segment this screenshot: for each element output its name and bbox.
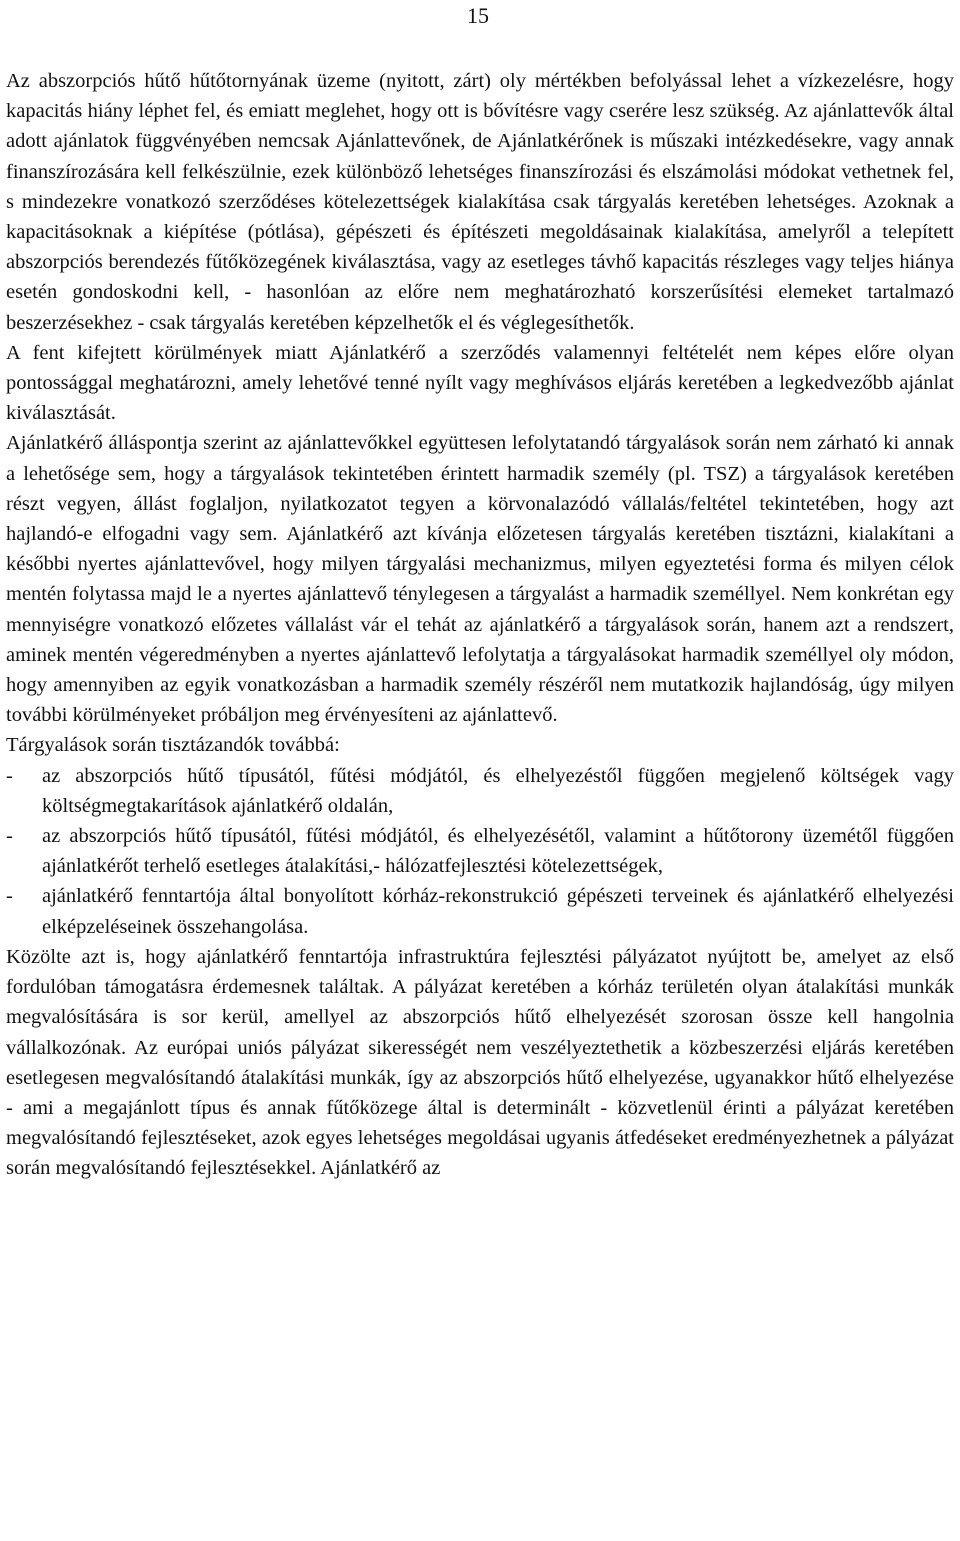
paragraph-list-intro: Tárgyalások során tisztázandók továbbá: — [6, 734, 340, 757]
page-number: 15 — [467, 3, 489, 28]
paragraph-tender-application: Közölte azt is, hogy ajánlatkérő fenntartója infrastruktúra fejlesztési pályázatot nyújtott be, amelyet az első fordulóban támogatásra érdemesnek találtak. A pályázat keretében a kórház területén olyan átalakítási munkák megvalósítására is sor kerül, amellyel az abszorpciós hűtő elhelyezését szorosan össze kell hangolnia vállalkozónak. Az európai uniós pályázat sikerességét nem veszélyeztethetik a közbeszerzési eljárás keretében esetlegesen megvalósítandó átalakítási munkák, így az abszorpciós hűtő elhelyezése, ugyanakkor hűtő elhelyezése - ami a megajánlott típus és annak fűtőközege által is determinált - közvetlenül érinti a pályázat keretében megvalósítandó fejlesztéseket, azok egyes lehetséges megoldásai ugyanis átfedéseket eredményezhetnek a pályázat során megvalósítandó fejlesztésekkel. Ajánlatkérő az — [6, 945, 954, 1180]
list-item-text: az abszorpciós hűtő típusától, fűtési módjától, és elhelyezésétől, valamint a hűtőtorony üzemétől függően ajánlatkérőt terhelő esetleges átalakítási,- hálózatfejlesztési kötelezettségek, — [42, 825, 954, 878]
list-item-text: az abszorpciós hűtő típusától, fűtési módjától, és elhelyezéstől függően megjelenő költségek vagy költségmegtakarítások ajánlatkérő oldalán, — [42, 764, 954, 817]
list-item — [6, 881, 954, 941]
paragraph-cooling-tower: Az abszorpciós hűtő hűtőtornyának üzeme (nyitott, zárt) oly mértékben befolyással lehet a vízkezelésre, hogy kapacitás hiány léphet fel, és emiatt meglehet, hogy ott is bővítésre vagy cserére lesz szükség. Az ajánlattevők által adott ajánlatok függvényében nemcsak Ajánlattevőnek, de Ajánlatkérőnek is műszaki intézkedésekre, vagy annak finanszírozására kell felkészülnie, ezek különböző lehetséges finanszírozási és elszámolási módokat vethetnek fel, s mindezekre vonatkozó szerződéses kötelezettségek kialakítása csak tárgyalás keretében lehetséges. Azoknak a kapacitásoknak a kiépítése (pótlása), gépészeti és építészeti megoldásainak kialakítása, amelyről a telepített abszorpciós berendezés fűtőközegének kiválasztása, vagy az esetleges távhő kapacitás részleges vagy teljes hiánya esetén gondoskodni kell, - hasonlóan az előre nem meghatározható korszerűsítési elemeket tartalmazó beszerzésekhez - csak tárgyalás keretében képzelhetők el és véglegesíthetők. — [6, 70, 954, 334]
paragraph-negotiation-position: Ajánlatkérő álláspontja szerint az ajánlattevőkkel együttesen lefolytatandó tárgyalások során nem zárható ki annak a lehetősége sem, hogy a tárgyalások tekintetében érintett harmadik személy (pl. TSZ) a tárgyalások keretében részt vegyen, állást foglaljon, nyilatkozatot tegyen a körvonalazódó vállalás/feltétel tekintetében, hogy azt hajlandó-e elfogadni vagy sem. Ajánlatkérő azt kívánja előzetesen tárgyalás keretében tisztázni, kialakítani a későbbi nyertes ajánlattevővel, hogy milyen tárgyalási mechanizmus, milyen egyeztetési forma és milyen célok mentén folytassa majd le a nyertes ajánlattevő ténylegesen a tárgyalást a harmadik személlyel. Nem konkrétan egy mennyiségre vonatkozó előzetes vállalást vár el tehát az ajánlatkérő a tárgyalások során, hanem azt a rendszert, aminek mentén végeredményben a nyertes ajánlattevő lefolytatja a tárgyalásokat harmadik személlyel oly módon, hogy amennyiben az egyik vonatkozásban a harmadik személy részéről nem mutatkozik hajlandóság, úgy milyen további körülményeket próbáljon meg érvényesíteni az ajánlattevő. — [6, 432, 954, 727]
document-body — [6, 66, 954, 1184]
list-item — [6, 761, 954, 821]
paragraph-circumstances: A fent kifejtett körülmények miatt Ajánlatkérő a szerződés valamennyi feltételét nem képes előre olyan pontossággal meghatározni, amely lehetővé tenné nyílt vagy meghívásos eljárás keretében a legkedvezőbb ajánlat kiválasztását. — [6, 341, 954, 425]
list-dash-marker: - — [6, 885, 13, 908]
list-dash-marker: - — [6, 764, 13, 787]
negotiation-topics-list — [6, 761, 954, 942]
list-item — [6, 821, 954, 881]
list-dash-marker: - — [6, 825, 13, 848]
list-item-text: ajánlatkérő fenntartója által bonyolított kórház-rekonstrukció gépészeti terveinek és ajánlatkérő elhelyezési elképzeléseinek összehangolása. — [42, 885, 954, 938]
